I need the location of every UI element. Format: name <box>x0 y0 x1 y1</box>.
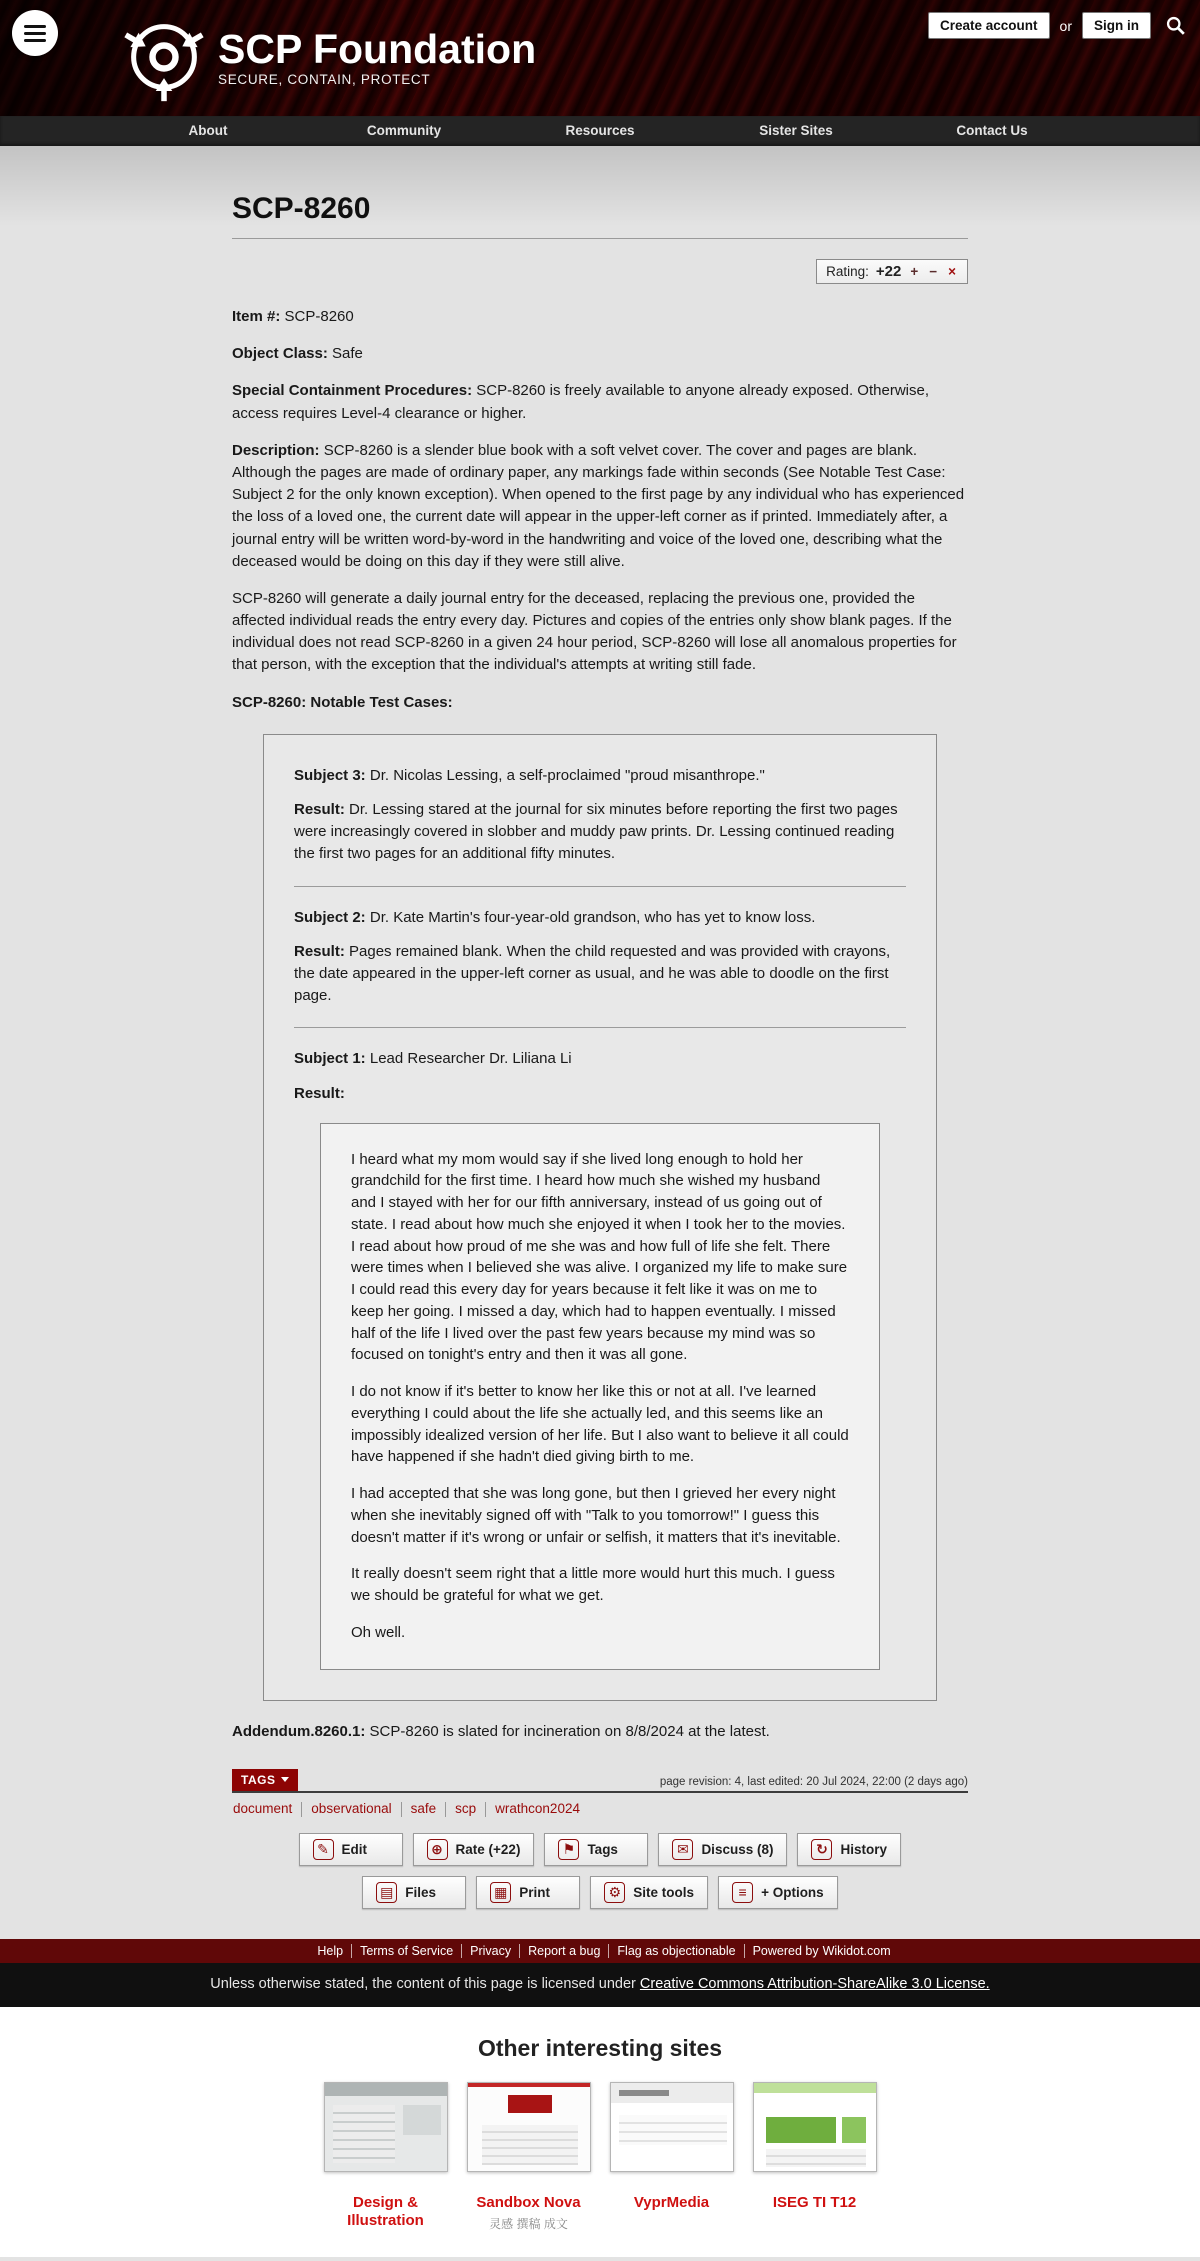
description-paragraph-2: SCP-8260 will generate a daily journal entry for the deceased, replacing the previous one, provided the affected individual reads the entry every day. Pictures and copies of the entries only show blank pages. If the individual does not read SCP-8260 in a given 24 hour period, SCP-8260 will lose all anomalous properties for that person, with the exception that the individual's attempts at writing still fade. <box>232 589 957 674</box>
options-icon: ≡ <box>732 1882 753 1903</box>
tag-link[interactable]: wrathcon2024 <box>495 1800 580 1816</box>
options-button[interactable]: ≡ + Options <box>718 1876 838 1909</box>
footer-link-report-bug[interactable]: Report a bug <box>520 1944 609 1958</box>
site-card-sandbox-nova[interactable] <box>464 2082 594 2233</box>
license-bar <box>0 1963 1200 2007</box>
main-content-area <box>0 146 1200 1911</box>
page-info-bar <box>232 1769 968 1793</box>
site-footer <box>0 1939 1200 1963</box>
tag-link[interactable]: safe <box>402 1802 447 1817</box>
site-tools-button[interactable]: ⚙ Site tools <box>590 1876 708 1909</box>
edit-icon: ✎ <box>313 1839 334 1860</box>
page-title: SCP-8260 <box>232 146 968 239</box>
nav-item-resources[interactable]: Resources <box>565 123 635 138</box>
top-nav <box>0 116 1200 146</box>
rating-value: +22 <box>875 263 902 280</box>
page-actions <box>232 1833 968 1909</box>
result-1-line: Result: <box>294 1084 345 1102</box>
hamburger-icon <box>24 25 46 28</box>
license-text: Unless otherwise stated, the content of this page is licensed under <box>210 1975 636 1992</box>
test-cases-heading: SCP-8260: Notable Test Cases: <box>232 693 453 711</box>
tag-link[interactable]: observational <box>302 1802 401 1817</box>
site-thumbnail <box>467 2082 591 2172</box>
powered-by-text: Powered by <box>752 1943 819 1958</box>
journal-paragraph: I do not know if it's better to know her like this or not at all. I've learned everything I could about the life she actually led, and this seems like an impossibly idealized version of her life. But I also want to believe it all could have happened if she hadn't died giving birth to me. <box>351 1383 849 1466</box>
rate-up-button[interactable]: + <box>910 264 919 279</box>
license-link[interactable]: Creative Commons Attribution-ShareAlike 3.0 License. <box>639 1975 990 1992</box>
site-title: SCP Foundation <box>218 26 537 73</box>
object-class-label: Object Class: <box>232 345 328 363</box>
nav-item-sister-sites[interactable]: Sister Sites <box>759 123 833 138</box>
notable-test-cases-box <box>263 734 937 1701</box>
site-subtitle: SECURE, CONTAIN, PROTECT <box>218 71 431 87</box>
journal-entry-box <box>320 1123 880 1670</box>
divider <box>294 886 906 887</box>
site-subtitle-text: 灵感 撰稿 成文 <box>489 2217 568 2232</box>
containment-procedures: Special Containment Procedures: SCP-8260 is freely available to anyone already exposed. Otherwise, access requires Level-4 clearance or higher. <box>232 382 929 422</box>
edit-button[interactable]: ✎ Edit <box>299 1833 403 1866</box>
site-header <box>0 0 1200 116</box>
site-thumbnail <box>610 2082 734 2172</box>
site-name[interactable]: ISEG TI T12 <box>772 2193 857 2211</box>
discuss-button[interactable]: ✉ Discuss (8) <box>658 1833 787 1866</box>
rating-widget <box>816 259 968 284</box>
page-revision-text: page revision: 4, last edited: 20 Jul 2024, 22:00 (2 days ago) <box>659 1775 968 1788</box>
or-text: or <box>1059 17 1072 34</box>
rate-cancel-button[interactable]: × <box>948 264 956 279</box>
addendum-line: Addendum.8260.1: SCP-8260 is slated for incineration on 8/8/2024 at the latest. <box>232 1722 770 1740</box>
create-account-button[interactable]: Create account <box>928 12 1050 39</box>
subject-3-line: Subject 3: Dr. Nicolas Lessing, a self-proclaimed "proud misanthrope." <box>294 766 765 784</box>
footer-link-privacy[interactable]: Privacy <box>462 1944 520 1958</box>
rate-button[interactable]: ⊕ Rate (+22) <box>413 1833 535 1866</box>
result-2-line: Result: Pages remained blank. When the child requested and was provided with crayons, the date appeared in the upper-left corner as usual, and he was able to doodle on the first page. <box>294 942 891 1005</box>
rate-icon: ⊕ <box>427 1839 448 1860</box>
item-number-label: Item #: <box>232 308 281 325</box>
files-button[interactable]: ▤ Files <box>362 1876 466 1909</box>
site-thumbnail <box>324 2082 448 2172</box>
tags-toggle-button[interactable]: TAGS <box>232 1769 298 1791</box>
chevron-down-icon <box>281 1777 289 1782</box>
tag-link[interactable]: document <box>232 1802 302 1817</box>
site-name[interactable]: Design & Illustration <box>347 2193 424 2230</box>
result-3-line: Result: Dr. Lessing stared at the journal for six minutes before reporting the first two pages were increasingly covered in slobber and muddy paw prints. Dr. Lessing continued reading the first two pages for an additional fifty minutes. <box>294 801 898 863</box>
print-icon: ▦ <box>490 1882 511 1903</box>
rating-label: Rating: <box>826 264 869 279</box>
discuss-icon: ✉ <box>672 1839 693 1860</box>
journal-paragraph: It really doesn't seem right that a little more would hurt this much. I guess we should be grateful for what we get. <box>351 1565 835 1605</box>
tag-link[interactable]: scp <box>446 1802 486 1817</box>
tags-icon: ⚑ <box>558 1839 579 1860</box>
object-class-value: Safe <box>332 345 363 363</box>
scp-logo-icon <box>118 11 210 103</box>
search-icon <box>1165 15 1186 36</box>
history-button[interactable]: ↻ History <box>797 1833 901 1866</box>
site-name[interactable]: Sandbox Nova <box>476 2193 581 2211</box>
site-card-vyprmedia[interactable] <box>607 2082 737 2216</box>
site-logo-link[interactable] <box>118 11 536 103</box>
journal-paragraph: I had accepted that she was long gone, but then I grieved her every night when she inevitably signed off with "Talk to you tomorrow!" I guess this doesn't matter if it's wrong or unfair or selfish, it matters that it's inevitable. <box>351 1485 841 1546</box>
subject-2-line: Subject 2: Dr. Kate Martin's four-year-old grandson, who has yet to know loss. <box>294 908 816 926</box>
subject-1-line: Subject 1: Lead Researcher Dr. Liliana Li <box>294 1050 572 1068</box>
footer-link-flag[interactable]: Flag as objectionable <box>609 1944 744 1958</box>
tags-list <box>232 1802 968 1817</box>
sign-in-button[interactable]: Sign in <box>1082 12 1151 39</box>
tags-button[interactable]: ⚑ Tags <box>544 1833 648 1866</box>
journal-paragraph: Oh well. <box>351 1623 406 1641</box>
wikidot-link[interactable]: Wikidot.com <box>822 1943 891 1958</box>
site-card-iseg-ti-t12[interactable] <box>750 2082 880 2216</box>
other-sites-section <box>0 2007 1200 2257</box>
rate-down-button[interactable]: − <box>929 264 938 279</box>
site-thumbnail <box>753 2082 877 2172</box>
gear-icon: ⚙ <box>604 1882 625 1903</box>
search-button[interactable] <box>1165 15 1186 36</box>
auth-area <box>928 12 1186 39</box>
menu-button[interactable] <box>12 10 58 56</box>
site-card-design-illustration[interactable] <box>321 2082 451 2235</box>
footer-link-terms[interactable]: Terms of Service <box>352 1944 462 1958</box>
journal-paragraph: I heard what my mom would say if she lived long enough to hold her grandchild for the first time. I heard how much she wished my husband and I stayed with her for our fifth anniversary, instead of us going out of state. I read about how much she enjoyed it when I took her to the movies. I read about how proud of me she was and how full of life she felt. There were times when I believed she was alive. I organized my life to make sure I could read this every day for years because it felt like it was on me to keep her going. I missed a day, which had to happen eventually. I missed half of the life I lived over the past few years because my mind was so focused on tonight's entry and then it was all gone. <box>351 1150 848 1364</box>
item-number-field <box>232 306 968 328</box>
nav-item-about[interactable]: About <box>188 123 228 138</box>
site-name[interactable]: VyprMedia <box>633 2193 710 2211</box>
nav-item-community[interactable]: Community <box>366 123 442 138</box>
print-button[interactable]: ▦ Print <box>476 1876 580 1909</box>
files-icon: ▤ <box>376 1882 397 1903</box>
item-number-value: SCP-8260 <box>284 308 354 325</box>
history-icon: ↻ <box>811 1839 832 1860</box>
other-sites-heading: Other interesting sites <box>477 2034 723 2061</box>
object-class-field <box>232 343 968 365</box>
nav-item-contact-us[interactable]: Contact Us <box>956 123 1028 138</box>
description-paragraph: Description: SCP-8260 is a slender blue book with a soft velvet cover. The cover and pages are blank. Although the pages are made of ordinary paper, any markings fade within seconds (See Notable Test Case: Subject 2 for the only known exception). When opened to the first page by any individual who has experienced the loss of a loved one, the current date will appear in the upper-left corner as if printed. Immediately after, a journal entry will be written word-by-word in the handwriting and voice of the loved one, describing what the deceased would be doing on this day if they were still alive. <box>232 441 965 570</box>
divider <box>294 1027 906 1028</box>
footer-link-help[interactable]: Help <box>309 1944 352 1958</box>
